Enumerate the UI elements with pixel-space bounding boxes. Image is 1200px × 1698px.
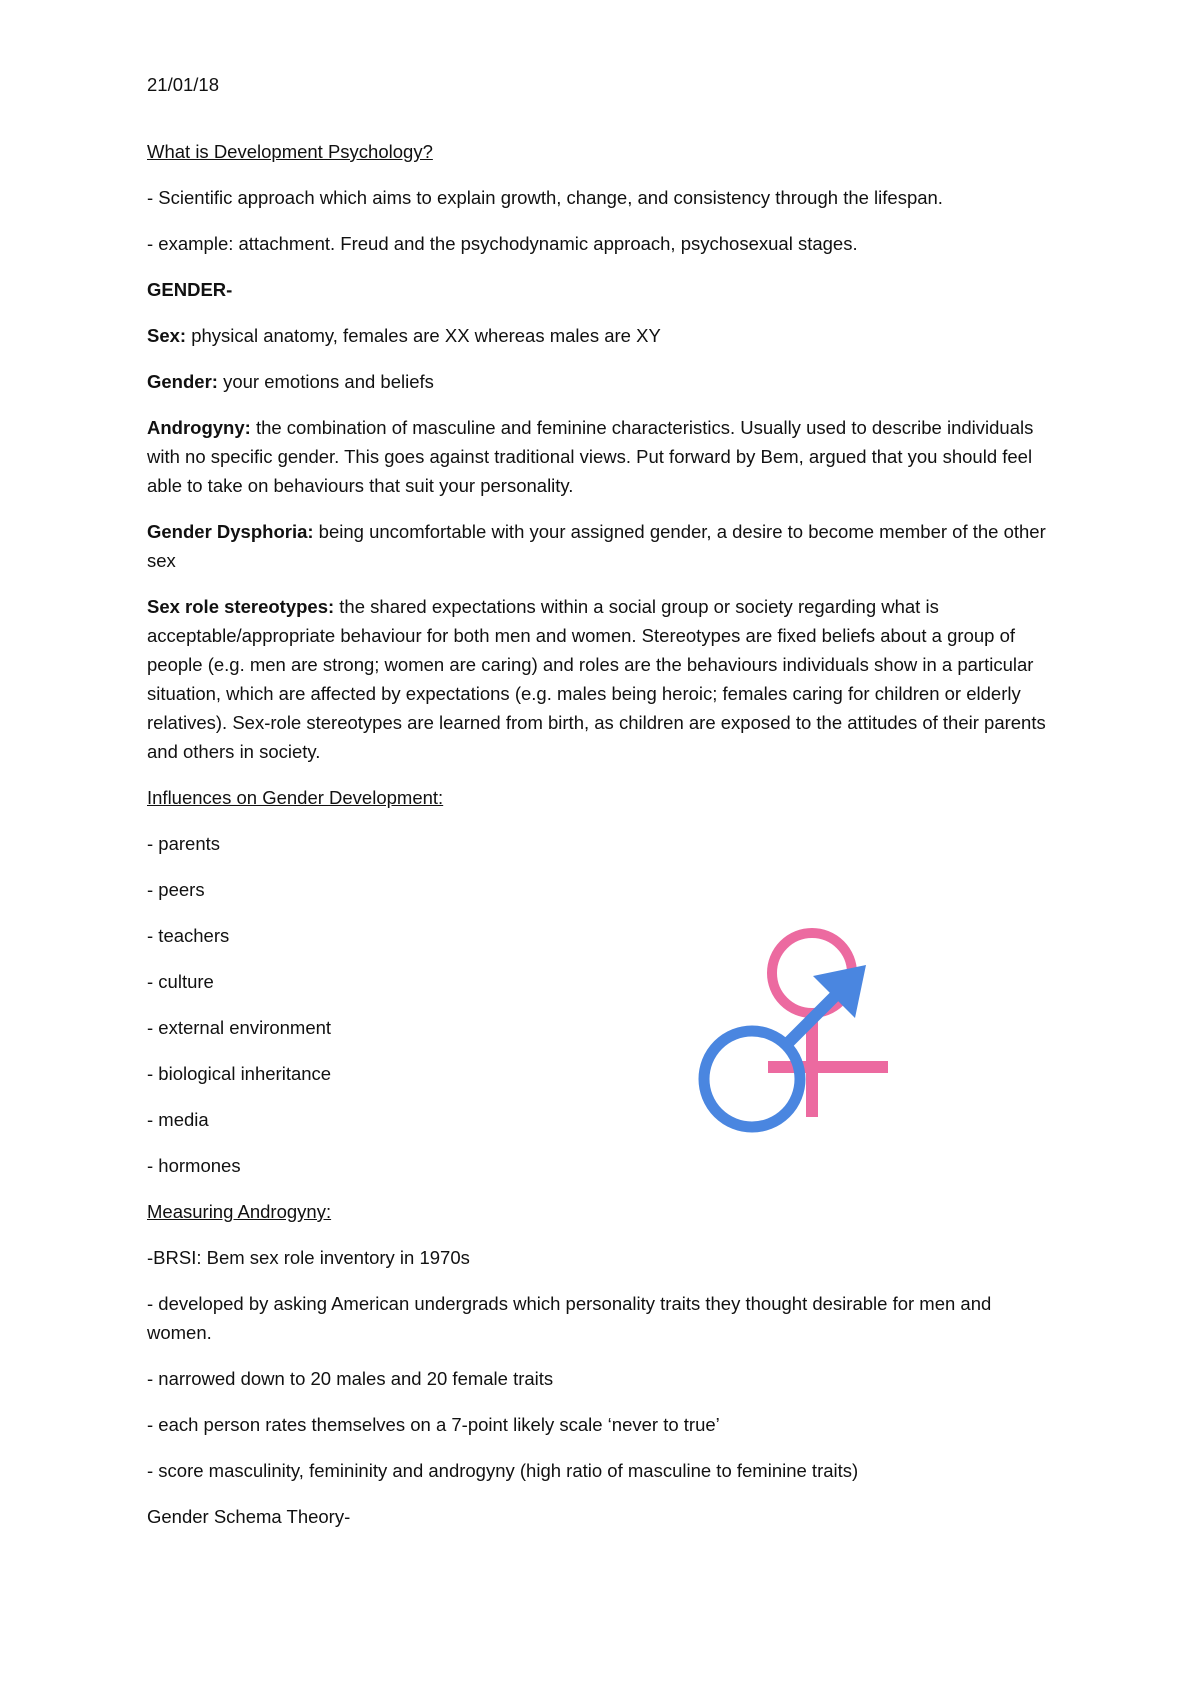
list-item: -BRSI: Bem sex role inventory in 1970s bbox=[147, 1247, 470, 1268]
date: 21/01/18 bbox=[147, 74, 220, 95]
list-item: - each person rates themselves on a 7-point likely scale ‘never to true’ bbox=[147, 1414, 720, 1435]
document-body bbox=[147, 70, 1052, 1548]
list-item: - external environment bbox=[147, 1017, 332, 1038]
definition-text: being uncomfortable with your assigned gender, a desire to become member of the other sex bbox=[147, 521, 1046, 571]
definition-gender-dysphoria bbox=[147, 517, 1052, 575]
list-item: - peers bbox=[147, 879, 205, 900]
definition-text: the combination of masculine and feminine characteristics. Usually used to describe individuals with no specific gender. This goes against traditional views. Put forward by Bem, argued that you should feel able to take on behaviours that suit your personality. bbox=[147, 417, 1034, 496]
gender-heading: GENDER- bbox=[147, 279, 233, 300]
intro-line: - Scientific approach which aims to explain growth, change, and consistency through the lifespan. bbox=[147, 187, 943, 208]
definition-term: Androgyny: bbox=[147, 417, 251, 438]
list-item: - hormones bbox=[147, 1155, 241, 1176]
male-female-symbol-icon bbox=[695, 925, 910, 1135]
definition-term: Gender: bbox=[147, 371, 218, 392]
definition-gender bbox=[147, 367, 1052, 396]
definition-sex bbox=[147, 321, 1052, 350]
definition-text: physical anatomy, females are XX whereas males are XY bbox=[186, 325, 661, 346]
definition-text: the shared expectations within a social group or society regarding what is acceptable/appropriate behaviour for both men and women. Stereotypes are fixed beliefs about a group of people (e.g. men are strong; women are caring) and roles are the behaviours individuals show in a particular situation, which are affected by expectations (e.g. males being heroic; females caring for children or elderly relatives). Sex-role stereotypes are learned from birth, as children are exposed to the attitudes of their parents and others in society. bbox=[147, 596, 1046, 762]
definition-sex-role-stereotypes bbox=[147, 592, 1052, 766]
list-item: - parents bbox=[147, 833, 221, 854]
influences-heading: Influences on Gender Development: bbox=[147, 787, 444, 808]
definition-androgyny bbox=[147, 413, 1052, 500]
definition-term: Sex role stereotypes: bbox=[147, 596, 335, 617]
list-item: - culture bbox=[147, 971, 214, 992]
list-item: - media bbox=[147, 1109, 209, 1130]
intro-line: - example: attachment. Freud and the psychodynamic approach, psychosexual stages. bbox=[147, 233, 858, 254]
list-item: - teachers bbox=[147, 925, 230, 946]
definition-term: Sex: bbox=[147, 325, 187, 346]
definition-text: your emotions and beliefs bbox=[217, 371, 434, 392]
heading-development-psychology: What is Development Psychology? bbox=[147, 141, 433, 162]
list-item: - narrowed down to 20 males and 20 female traits bbox=[147, 1368, 554, 1389]
gender-schema-heading: Gender Schema Theory- bbox=[147, 1506, 351, 1527]
list-item: - biological inheritance bbox=[147, 1063, 332, 1084]
list-item: - score masculinity, femininity and androgyny (high ratio of masculine to feminine traits) bbox=[147, 1460, 859, 1481]
list-item: - developed by asking American undergrads which personality traits they thought desirable for men and women. bbox=[147, 1293, 992, 1343]
measuring-heading: Measuring Androgyny: bbox=[147, 1201, 332, 1222]
definition-term: Gender Dysphoria: bbox=[147, 521, 314, 542]
